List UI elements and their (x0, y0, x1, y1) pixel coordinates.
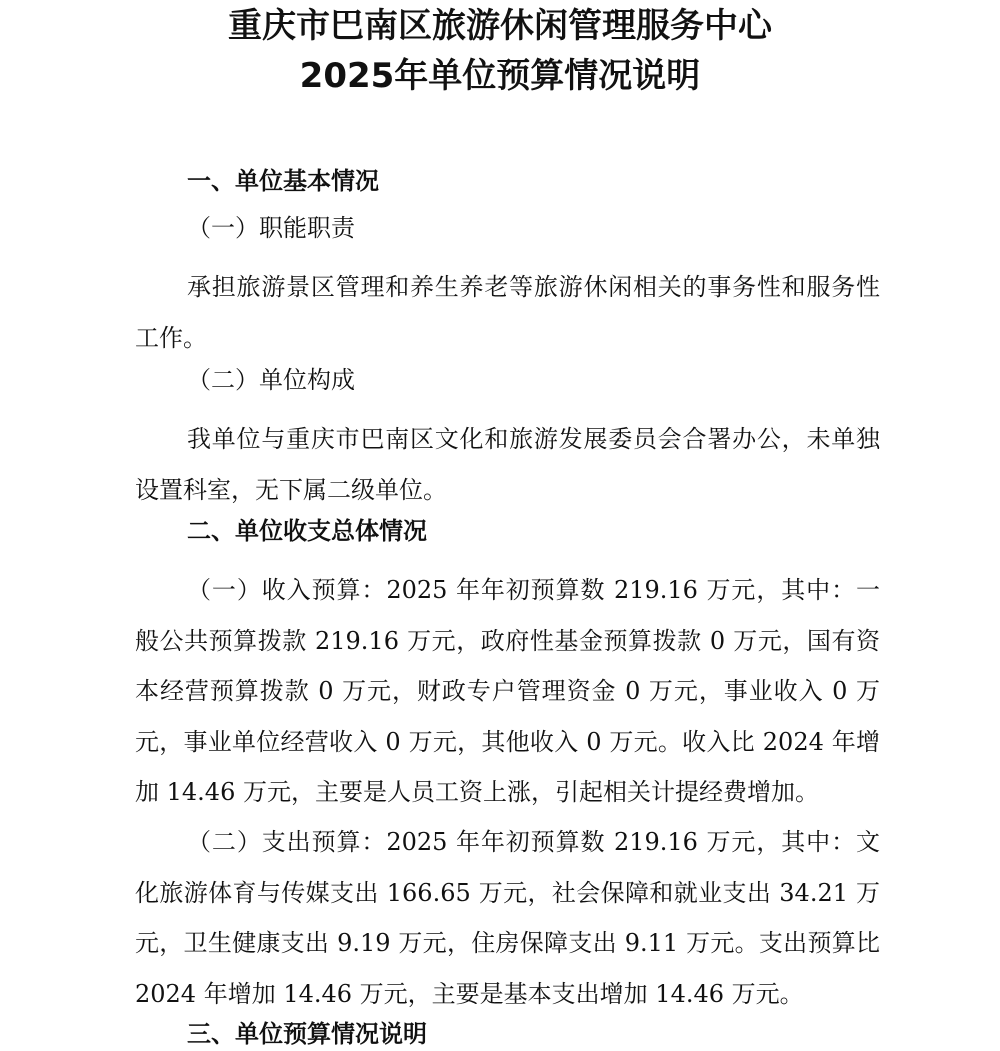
section-1-heading: 一、单位基本情况 (187, 167, 379, 195)
document-title-line-1: 重庆市巴南区旅游休闲管理服务中心 (228, 6, 772, 46)
section-1-sub-2-text: 我单位与重庆市巴南区文化和旅游发展委员会合署办公，未单独设置科室，无下属二级单位。 (135, 425, 880, 504)
section-3-heading: 三、单位预算情况说明 (187, 1020, 427, 1048)
section-2-expense-text: （二）支出预算：2025 年年初预算数 219.16 万元，其中：文化旅游体育与传媒支出 166.65 万元，社会保障和就业支出 34.21 万元，卫生健康支出 9.19 万元，住房保障支出 9.11 万元。支出预算比 2024 年增加 14.46 万元，主要是基本支出增加 14.46 万元。 (135, 828, 880, 1008)
section-2-income-text: （一）收入预算：2025 年年初预算数 219.16 万元，其中：一般公共预算拨款 219.16 万元，政府性基金预算拨款 0 万元，国有资本经营预算拨款 0 万元，财政专户管理资金 0 万元，事业收入 0 万元，事业单位经营收入 0 万元，其他收入 0 万元。收入比 2024 年增加 14.46 万元，主要是人员工资上涨，引起相关计提经费增加。 (135, 576, 880, 806)
document-title-line-2: 2025年单位预算情况说明 (299, 56, 701, 96)
section-2-heading: 二、单位收支总体情况 (187, 517, 427, 545)
section-1-sub-2-heading: （二）单位构成 (187, 366, 355, 394)
section-1-sub-1-text: 承担旅游景区管理和养生养老等旅游休闲相关的事务性和服务性工作。 (135, 273, 880, 352)
section-1-sub-1-heading: （一）职能职责 (187, 214, 355, 242)
